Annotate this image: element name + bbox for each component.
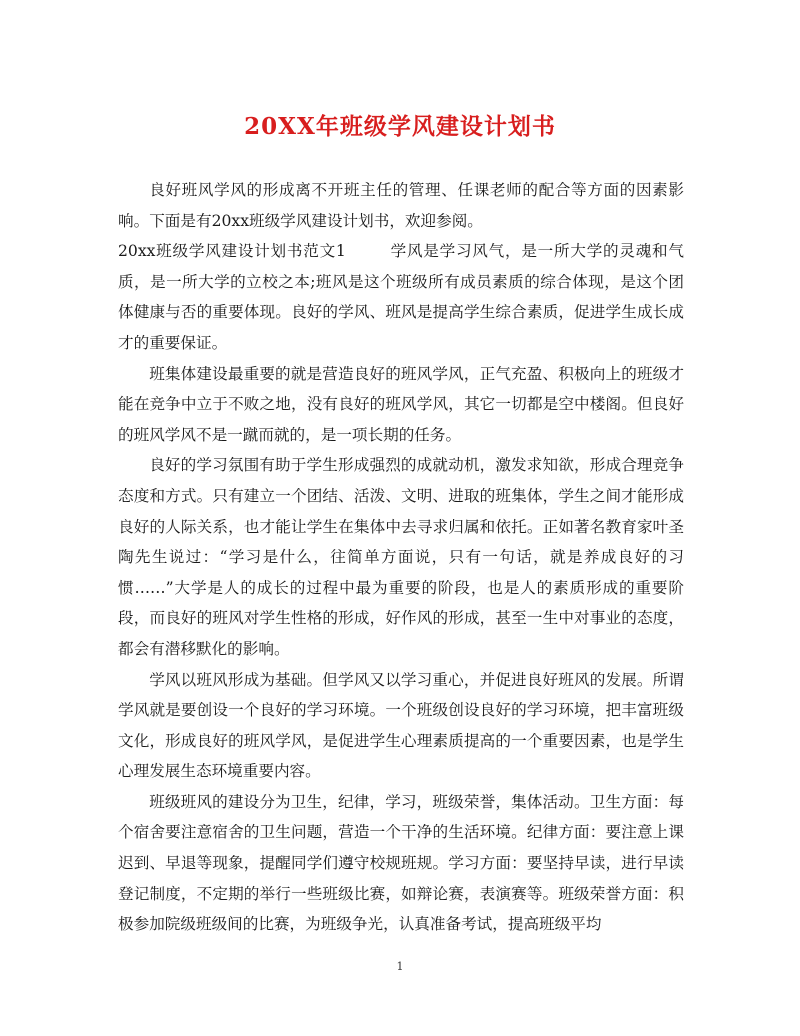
body-paragraph: 班级班风的建设分为卫生，纪律，学习，班级荣誉，集体活动。卫生方面：每个宿舍要注意宿舍的卫生问题，营造一个干净的生活环境。纪律方面：要注意上课迟到、早退等现象，提醒同学们遵守校规班规。学习方面：要坚持早读，进行早读登记制度，不定期的举行一些班级比赛，如辩论赛，表演赛等。班级荣誉方面：积极参加院级班级间的比赛，为班级争光，认真准备考试，提高班级平均 <box>118 792 684 934</box>
sample-heading: 20xx班级学风建设计划书范文1 <box>118 242 346 261</box>
sample-paragraph <box>118 236 684 358</box>
page-number: 1 <box>396 960 404 973</box>
document-body <box>118 175 684 940</box>
body-paragraph: 学风以班风形成为基础。但学风又以学习重心，并促进良好班风的发展。所谓学风就是要创设一个良好的学习环境。一个班级创设良好的学习环境，把丰富班级文化，形成良好的班风学风，是促进学生心理素质提高的一个重要因素，也是学生心理发展生态环境重要内容。 <box>118 670 684 781</box>
intro-paragraph: 良好班风学风的形成离不开班主任的管理、任课老师的配合等方面的因素影响。下面是有20xx班级学风建设计划书，欢迎参阅。 <box>118 181 684 230</box>
body-paragraph: 班集体建设最重要的就是营造良好的班风学风，正气充盈、积极向上的班级才能在竞争中立于不败之地，没有良好的班风学风，其它一切都是空中楼阁。但良好的班风学风不是一蹴而就的，是一项长期的任务。 <box>118 364 684 444</box>
sample-paragraph-text: 学风是学习风气，是一所大学的灵魂和气质，是一所大学的立校之本;班风是这个班级所有成员素质的综合体现，是这个团体健康与否的重要体现。良好的学风、班风是提高学生综合素质，促进学生成长成才的重要保证。 <box>118 242 684 352</box>
body-paragraph: 良好的学习氛围有助于学生形成强烈的成就动机，激发求知欲，形成合理竞争态度和方式。只有建立一个团结、活泼、文明、进取的班集体，学生之间才能形成良好的人际关系，也才能让学生在集体中去寻求归属和依托。正如著名教育家叶圣陶先生说过：“学习是什么，往简单方面说，只有一句话，就是养成良好的习惯……”大学是人的成长的过程中最为重要的阶段，也是人的素质形成的重要阶段，而良好的班风对学生性格的形成，好作风的形成，甚至一生中对事业的态度，都会有潜移默化的影响。 <box>118 456 684 658</box>
document-title: 20XX年班级学风建设计划书 <box>244 113 556 140</box>
